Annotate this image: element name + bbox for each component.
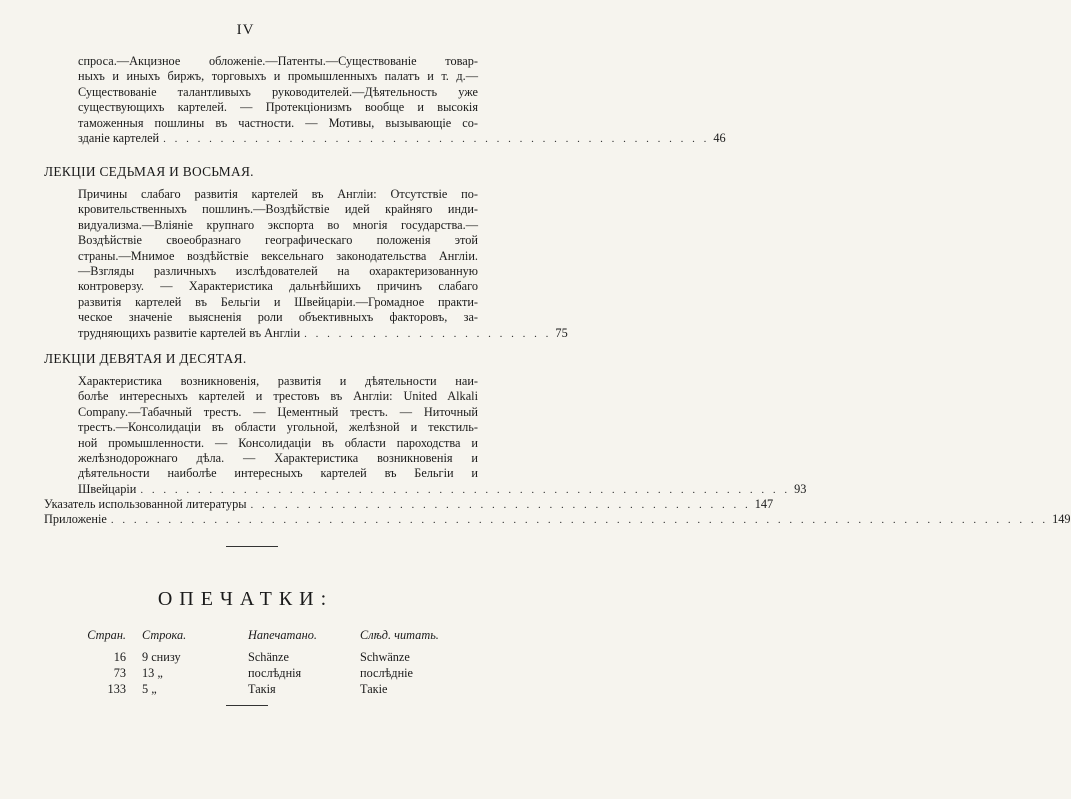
text-line: желѣзнодорожнаго дѣла. — Характеристика возникновенія и [78,450,478,465]
errata-cell: 5 „ [142,682,157,696]
text-line: —Взгляды различныхъ изслѣдователей на охарактеризованную [78,263,478,278]
text-line: спроса.—Акцизное обложеніе.—Патенты.—Существованіе товар- [78,54,478,68]
toc-entry [78,130,726,146]
text-line: существующихъ картелей. — Протекціонизмъ вообще и высокія [78,100,478,115]
dot-leader: . . . . . . . . . . . . . . . . . . . . . . . . . . . . . . . . . . . . . . . . . . . . . . . . [163,132,710,145]
section-heading: ЛЕКЦІИ СЕДЬМАЯ И ВОСЬМАЯ. [44,164,254,179]
errata-cell: послѣднія [248,666,302,680]
errata-cell: 13 „ [142,666,163,680]
errata-cell: послѣдніе [360,666,414,680]
errata-header: Стран. [87,628,126,642]
text-line: ческое значеніе выясненія роли объективныхъ факторовъ, за- [78,310,478,325]
text-line: Характеристика возникновенія, развитія и дѣятельности наи- [78,374,478,388]
dot-leader: . . . . . . . . . . . . . . . . . . . . . . . . . . . . . . . . . . . . . . . . . . . . . . . . . . . . . . . . . . . . . . . . . . . . . . . . . . . . . . . . . . [110,514,1049,527]
errata-header-row [78,628,458,644]
text-line: ныхъ и иныхъ биржъ, торговыхъ и промышленныхъ палатъ и т. д.— [78,69,478,84]
errata-cell: Такія [248,682,276,696]
errata-header: Напечатано. [248,628,317,642]
errata-header: Слѣд. читать. [360,628,439,642]
errata-table [78,628,458,698]
toc-page-number: 147 [754,497,774,511]
errata-row [78,666,458,682]
toc-page-number: 46 [713,130,726,145]
errata-row [78,682,458,698]
text-line: трестъ.—Консолидаціи въ области угольной, желѣзной и текстиль- [78,420,478,435]
toc-entry-text: Указатель использованной литературы [44,497,247,511]
errata-cell: Schänze [248,650,289,664]
errata-title: ОПЕЧАТКИ: [157,588,334,610]
toc-entry-text: зданіе картелей [78,130,160,145]
errata-cell: 16 [113,650,126,664]
text-line: развитія картелей въ Бельгіи и Швейцаріи.—Громадное практи- [78,294,478,309]
dot-leader: . . . . . . . . . . . . . . . . . . . . . . [304,327,552,340]
section-1-text [78,54,726,146]
toc-entry [78,325,568,341]
errata-cell: 133 [107,682,126,696]
toc-entry [44,512,1071,527]
section-heading: ЛЕКЦІИ ДЕВЯТАЯ И ДЕСЯТАЯ. [44,351,247,366]
text-line: Причины слабаго развитія картелей въ Англіи: Отсутствіе по- [78,187,478,201]
dot-leader: . . . . . . . . . . . . . . . . . . . . . . . . . . . . . . . . . . . . . . . . . . . . [250,499,751,511]
text-line: страны.—Мнимое воздѣйствіе вексельнаго законодательства Англіи. [78,248,478,263]
section-2-text [78,187,568,341]
text-line: Company.—Табачный трестъ. — Цементный трестъ. — Ниточный [78,404,478,419]
toc-page-number: 75 [555,325,568,340]
errata-cell: 9 снизу [142,650,181,664]
divider-rule [226,705,268,706]
text-line: ной промышленности. — Консолидаціи въ области пароходства и [78,435,478,450]
errata-cell: Schwänze [360,650,410,664]
errata-row [78,650,458,666]
text-line: кровительственныхъ пошлинъ.—Воздѣйствіе идей крайняго инди- [78,202,478,217]
text-line: таможенныя пошлины въ частности. — Мотивы, вызывающіе со- [78,115,478,130]
text-line: видуализма.—Вліяніе крупнаго экспорта во многія государства.— [78,217,478,232]
text-line: болѣе интересныхъ картелей и трестовъ въ Англіи: United Alkali [78,389,478,404]
toc-page-number: 149 [1052,512,1071,527]
text-line: Воздѣйствіе своеобразнаго географическаго положенія этой [78,233,478,248]
toc-entry-text: трудняющихъ развитіе картелей въ Англіи [78,325,301,340]
toc-entry-text: Приложеніе [44,512,107,527]
text-line: Существованіе талантливыхъ руководителей.—Дѣятельность уже [78,84,478,99]
divider-rule [226,546,278,547]
page-number: IV [236,22,255,38]
section-3-text [78,374,807,497]
errata-cell: Такіе [360,682,388,696]
errata-header: Строка. [142,628,187,642]
toc-entry [44,497,774,512]
toc-page-number: 93 [794,481,807,496]
toc-entry [78,481,807,497]
text-line: контроверзу. — Характеристика дальнѣйшихъ причинъ слабаго [78,279,478,294]
dot-leader: . . . . . . . . . . . . . . . . . . . . . . . . . . . . . . . . . . . . . . . . . . . . . . . . . . . . . . . . . [140,483,791,496]
errata-cell: 73 [113,666,126,680]
index-entries [44,497,1071,528]
toc-entry-text: Швейцаріи [78,481,137,496]
text-line: дѣятельности наиболѣе интересныхъ картелей въ Бельгіи и [78,466,478,481]
